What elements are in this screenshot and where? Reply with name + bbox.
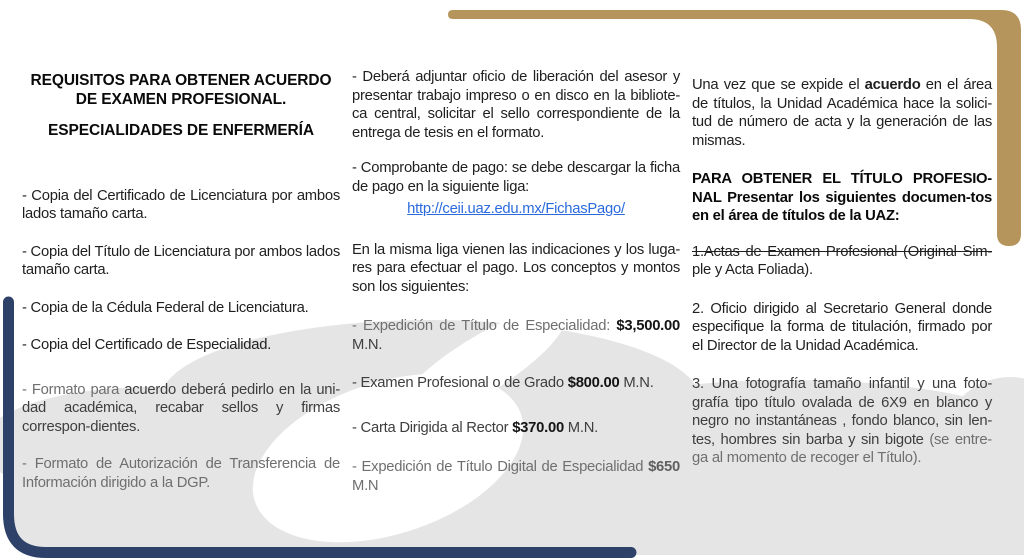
acuerdo-bold: acuerdo: [864, 77, 921, 93]
titulo-item-3: [692, 375, 992, 468]
requirement-item-3: - Copia de la Cédula Federal de Licenciatura.: [22, 299, 309, 316]
fee-item-2: [352, 374, 680, 393]
payment-instructions-paragraph: En la misma liga vienen las indicaciones y los luga-res para efectuar el pago. Los conceptos y montos son los siguientes:: [352, 241, 680, 295]
fee-item-1: [352, 317, 680, 354]
requirement-item-4: - Copia del Certificado de Especialidad.: [22, 337, 272, 353]
fee3-price: $370.00: [512, 419, 564, 436]
requirement-item-1: - Copia del Certificado de Licenciatura por ambos lados tamaño carta.: [22, 187, 340, 222]
requirement-item-6: - Formato de Autorización de Transferencia de Información dirigido a la DGP.: [22, 456, 340, 491]
fee1-suffix: M.N.: [352, 336, 383, 353]
titulo-item-2: 2. Oficio dirigido al Secretario General donde especifique la forma de titulación, firmado por el Director de la Unidad Académica.: [692, 300, 992, 354]
fee1-price: $3,500.00: [616, 318, 680, 334]
payment-link[interactable]: http://ceii.uaz.edu.mx/FichasPago/: [407, 201, 625, 217]
acuerdo-before: Una vez que se expide el: [692, 77, 865, 93]
item1-rest: ple y Acta Foliada).: [692, 262, 813, 278]
right-column: [692, 76, 992, 487]
fee4-label: - Expedición de Título Digital de Especialidad: [352, 459, 649, 475]
payment-receipt-paragraph: - Comprobante de pago: se debe descargar la ficha de pago en la siguiente liga:: [352, 160, 680, 195]
titulo-profesional-header: PARA OBTENER EL TÍTULO PROFESIO-NAL Presentar los siguientes documen-tos en el área de títulos de la UAZ:: [692, 171, 992, 224]
fee2-label: - Examen Profesional o de Grado: [352, 375, 568, 391]
fee2-suffix: M.N.: [619, 375, 654, 391]
payment-link-row: [352, 200, 680, 219]
item3-tail: (se entre-ga al momento de recoger el Título).: [692, 431, 992, 466]
fee-item-4: [352, 458, 680, 495]
page-title: [22, 72, 340, 141]
fee1-label: - Expedición de Título de Especialidad:: [352, 318, 617, 334]
item1-struck-text: 1.Actas de Examen Profesional (Original Sim-: [692, 243, 992, 260]
titulo-item-1: [692, 243, 992, 280]
middle-column: [352, 68, 680, 514]
fee3-suffix: M.N.: [563, 419, 599, 436]
requirement-item-2: - Copia del Título de Licenciatura por ambos lados tamaño carta.: [22, 243, 340, 278]
acuerdo-paragraph: [692, 76, 992, 150]
fee2-price: $800.00: [567, 375, 620, 391]
item3-main: 3. Una fotografía tamaño infantil y una foto-grafía tipo título ovalada de 6X9 en blanco y negro no instantáneas , fondo blanco, sin len-tes, hombres sin barba y sin bigote: [692, 376, 992, 448]
fee4-suffix: M.N: [352, 477, 379, 494]
thesis-paragraph: - Deberá adjuntar oficio de liberación del asesor y presentar trabajo impreso o en disco en la bibliote-ca central, solicitar el sello correspondiente de la entrega de tesis en el formato.: [352, 69, 680, 141]
subtitle: ESPECIALIDADES DE ENFERMERÍA: [48, 122, 314, 139]
item5-rest: acuerdo deberá pedirlo en la uni-dad académica, recabar sellos y firmas correspon-dientes.: [22, 381, 341, 435]
requirement-item-5: [22, 381, 340, 437]
title-line2: DE EXAMEN PROFESIONAL.: [75, 90, 287, 108]
item5-lead: - Formato para: [22, 381, 125, 398]
fee-item-3: [352, 419, 680, 438]
left-column: [22, 72, 340, 511]
title-spacer: [22, 109, 340, 122]
title-line1: REQUISITOS PARA OBTENER ACUERDO: [30, 72, 332, 89]
acuerdo-after: en el área de títulos, la Unidad Académica hace la solici-tud de número de acta y la generación de las mismas.: [692, 77, 992, 149]
fee4-price: $650: [648, 459, 680, 475]
fee3-label: - Carta Dirigida al Rector: [352, 419, 513, 436]
